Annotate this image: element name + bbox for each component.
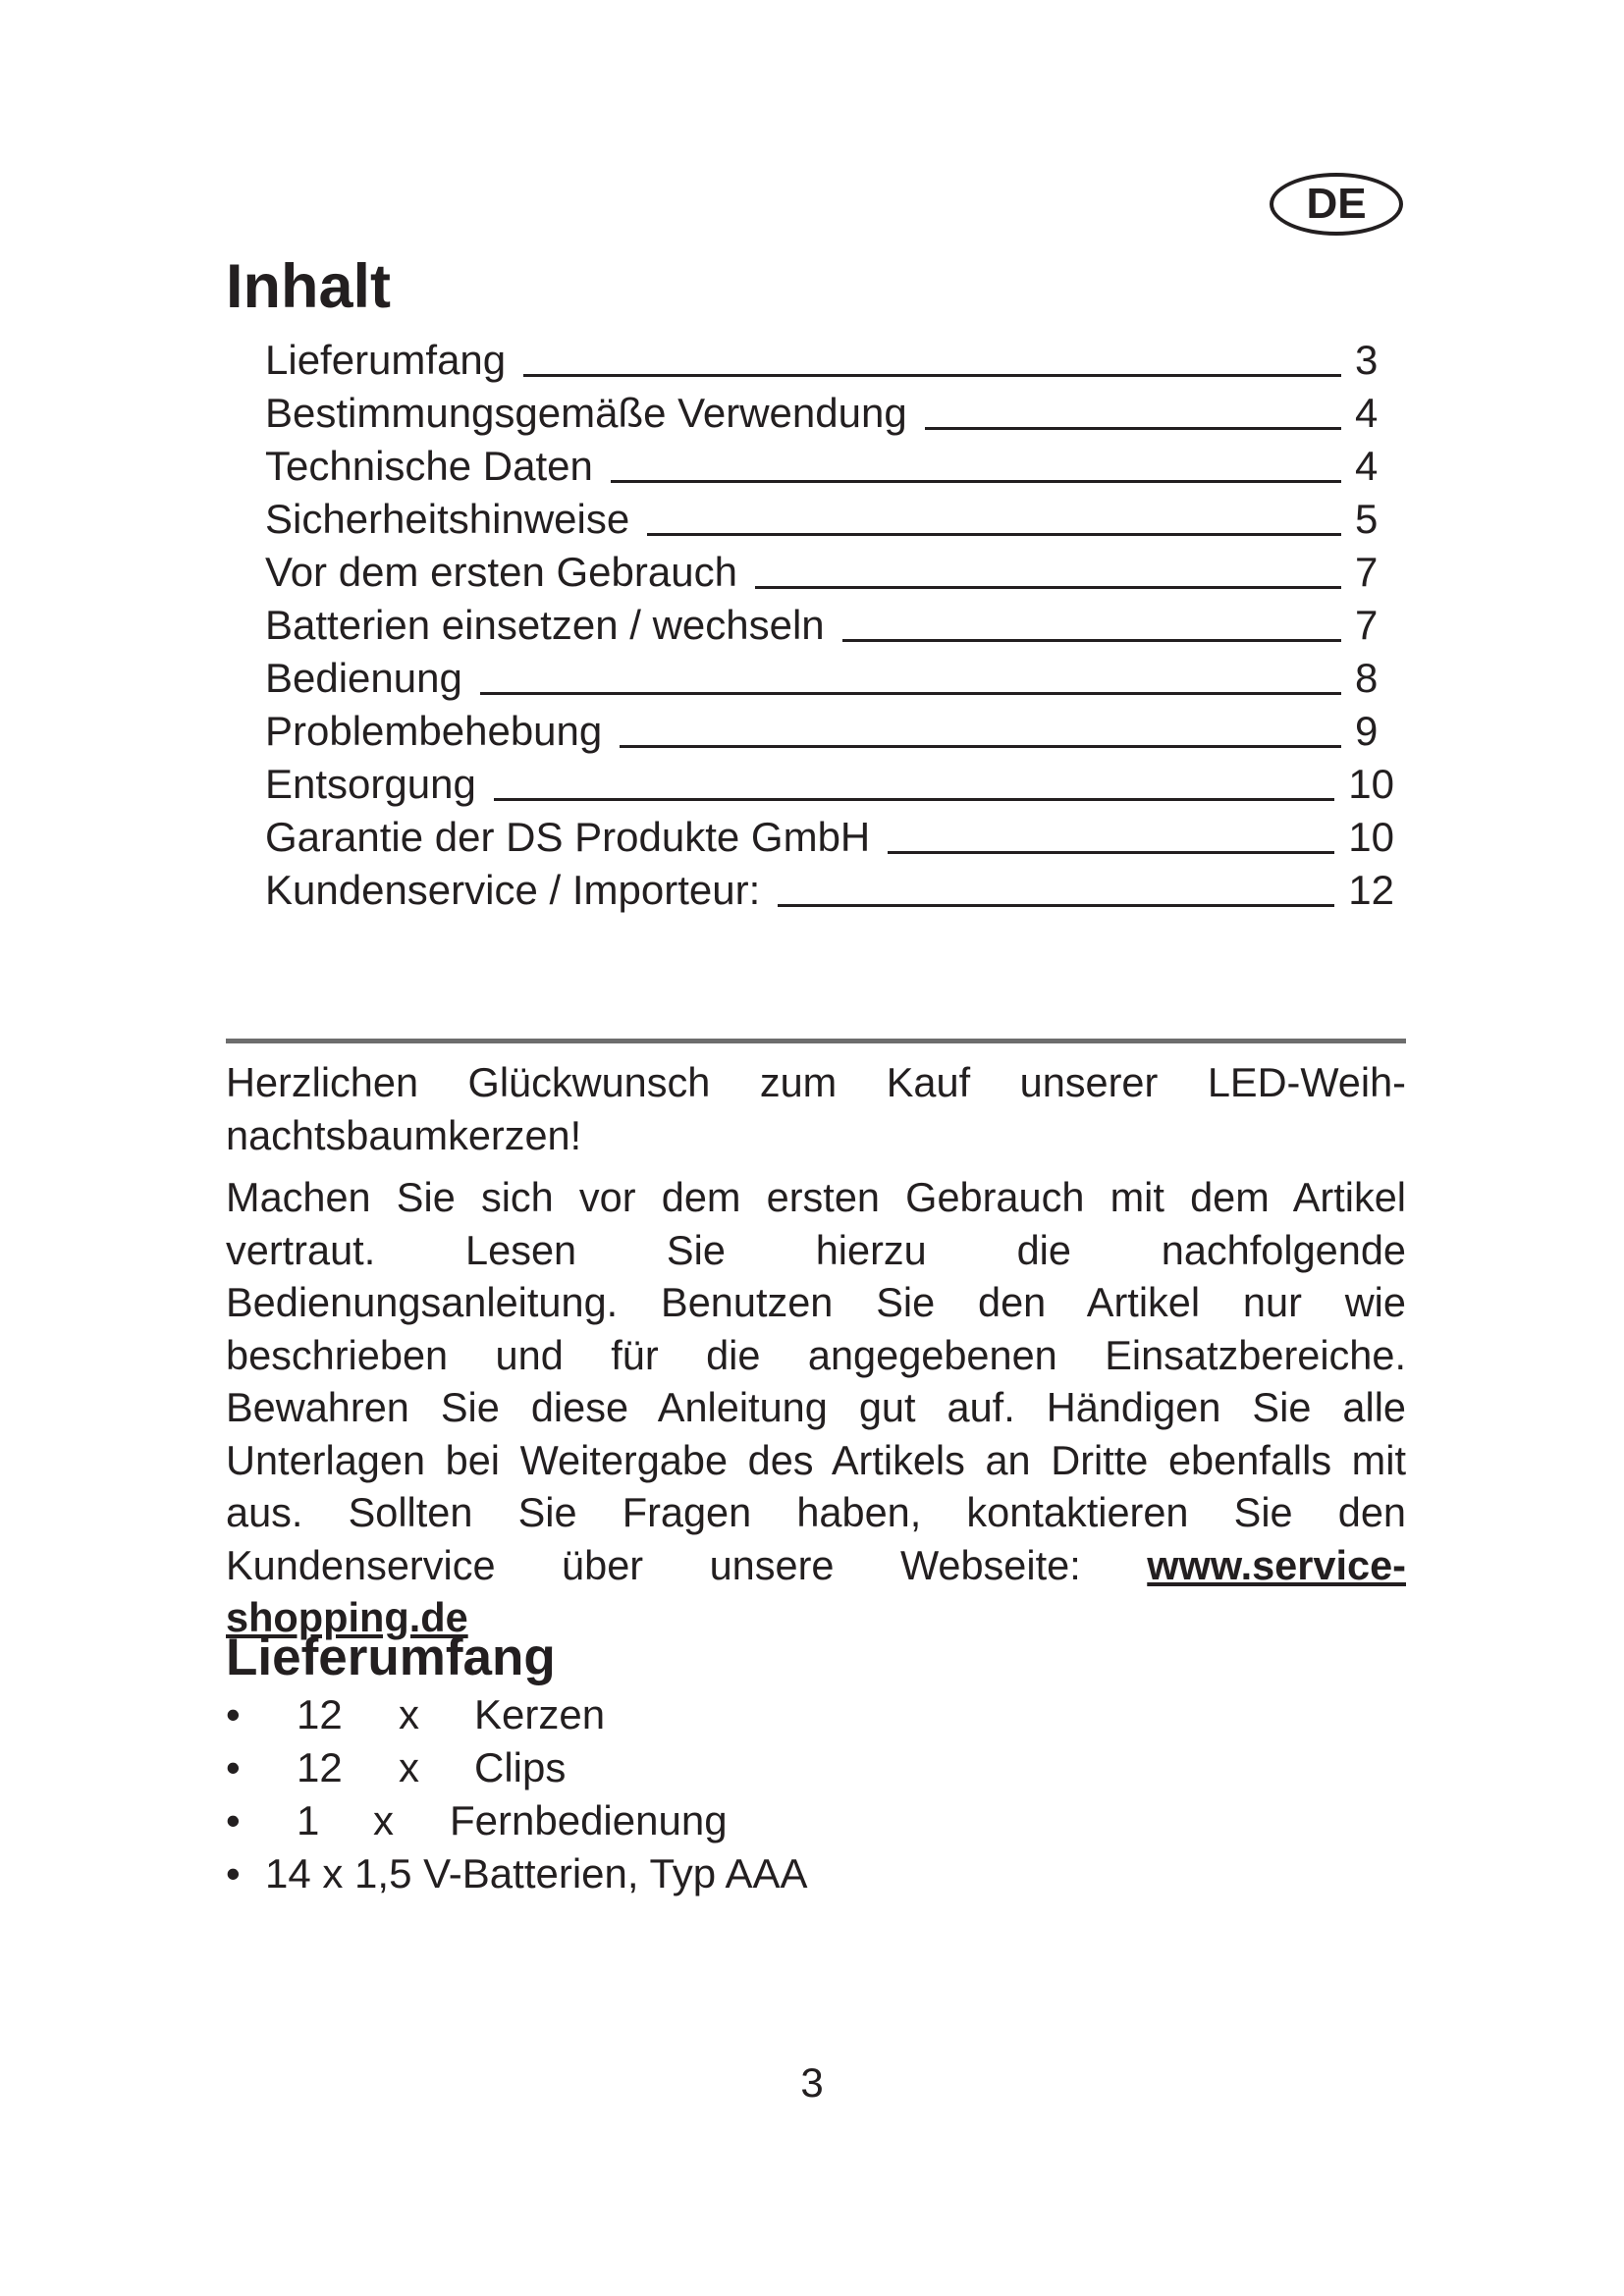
intro-paragraph-2 [226,1171,1406,1644]
toc-leader-line [647,533,1341,536]
item-text: 14 x 1,5 V-Batterien, Typ AAA [265,1850,808,1896]
bullet-icon: • [226,1691,241,1737]
table-of-contents [265,334,1394,917]
item-qty: 1 [297,1797,320,1843]
toc-entry[interactable] [265,705,1394,758]
toc-entry[interactable] [265,652,1394,705]
toc-entry-page: 3 [1355,337,1379,383]
toc-entry-label: Technische Daten [265,443,593,489]
toc-entry-label: Kundenservice / Importeur: [265,867,761,913]
toc-entry-label: Bestimmungsgemäße Verwendung [265,390,907,436]
toc-entry-page: 8 [1355,655,1379,701]
toc-entry-page: 7 [1355,602,1379,648]
toc-entry-label: Bedienung [265,655,462,701]
item-times: x [399,1691,419,1737]
item-qty: 12 [297,1744,343,1790]
item-times: x [373,1797,394,1843]
toc-entry-label: Vor dem ersten Gebrauch [265,549,737,595]
bullet-icon: • [226,1850,241,1896]
toc-leader-line [755,586,1341,589]
toc-entry-label: Entsorgung [265,761,476,807]
language-badge: DE [1270,173,1403,236]
toc-entry-page: 10 [1348,761,1394,807]
toc-leader-line [494,798,1334,801]
toc-entry-page: 4 [1355,390,1379,436]
toc-entry[interactable] [265,546,1394,599]
toc-title: Inhalt [226,252,391,321]
toc-leader-line [888,851,1334,854]
toc-entry[interactable] [265,493,1394,546]
toc-entry-label: Problembehebung [265,708,603,754]
toc-entry[interactable] [265,440,1394,493]
toc-entry-label: Lieferumfang [265,337,507,383]
intro-paragraph-2-text: Machen Sie sich vor dem ersten Gebrauch mit dem Artikel vertraut. Lesen Sie hierzu die nachfolgende Bedienungsanleitung. Benutzen Sie den Artikel nur wie beschrieben und für die angegebenen Einsatzbereiche. Bewahren Sie diese Anleitung gut auf. Händigen Sie alle Unterlagen bei Weitergabe des Artikels an Dritte ebenfalls mit aus. Sollten Sie Fragen haben, kontaktieren Sie den Kundenservice über unsere Webseite: [226,1174,1406,1588]
toc-entry-page: 9 [1355,708,1379,754]
toc-entry-label: Batterien einsetzen / wechseln [265,602,825,648]
item-name: Clips [474,1744,567,1790]
website-link[interactable]: www.service-shopping.de [226,1541,1406,1640]
item-qty: 12 [297,1691,343,1737]
intro-paragraph-1: Herzlichen Glückwunsch zum Kauf unserer LED-Weih-nachtsbaumkerzen! [226,1059,1406,1158]
toc-entry-page: 7 [1355,549,1379,595]
scope-title: Lieferumfang [226,1629,556,1686]
toc-entry[interactable] [265,334,1394,387]
toc-leader-line [925,427,1341,430]
bullet-icon: • [226,1744,241,1790]
section-divider [226,1039,1406,1043]
toc-entry[interactable] [265,811,1394,864]
item-times: x [399,1744,419,1790]
toc-entry-label: Sicherheitshinweise [265,496,630,542]
toc-entry[interactable] [265,599,1394,652]
toc-leader-line [611,480,1341,483]
toc-entry-page: 10 [1348,814,1394,860]
item-name: Kerzen [474,1691,606,1737]
toc-entry[interactable] [265,864,1394,917]
toc-leader-line [480,692,1341,695]
bullet-icon: • [226,1797,241,1843]
toc-leader-line [842,639,1341,642]
toc-leader-line [778,904,1334,907]
toc-entry[interactable] [265,758,1394,811]
toc-entry-page: 4 [1355,443,1379,489]
toc-leader-line [620,745,1341,748]
toc-entry[interactable] [265,387,1394,440]
toc-leader-line [523,374,1341,377]
item-name: Fernbedienung [450,1797,728,1843]
page-number: 3 [800,2059,824,2106]
intro-text [226,1056,1406,1654]
toc-entry-page: 12 [1348,867,1394,913]
toc-entry-page: 5 [1355,496,1379,542]
toc-entry-label: Garantie der DS Produkte GmbH [265,814,871,860]
